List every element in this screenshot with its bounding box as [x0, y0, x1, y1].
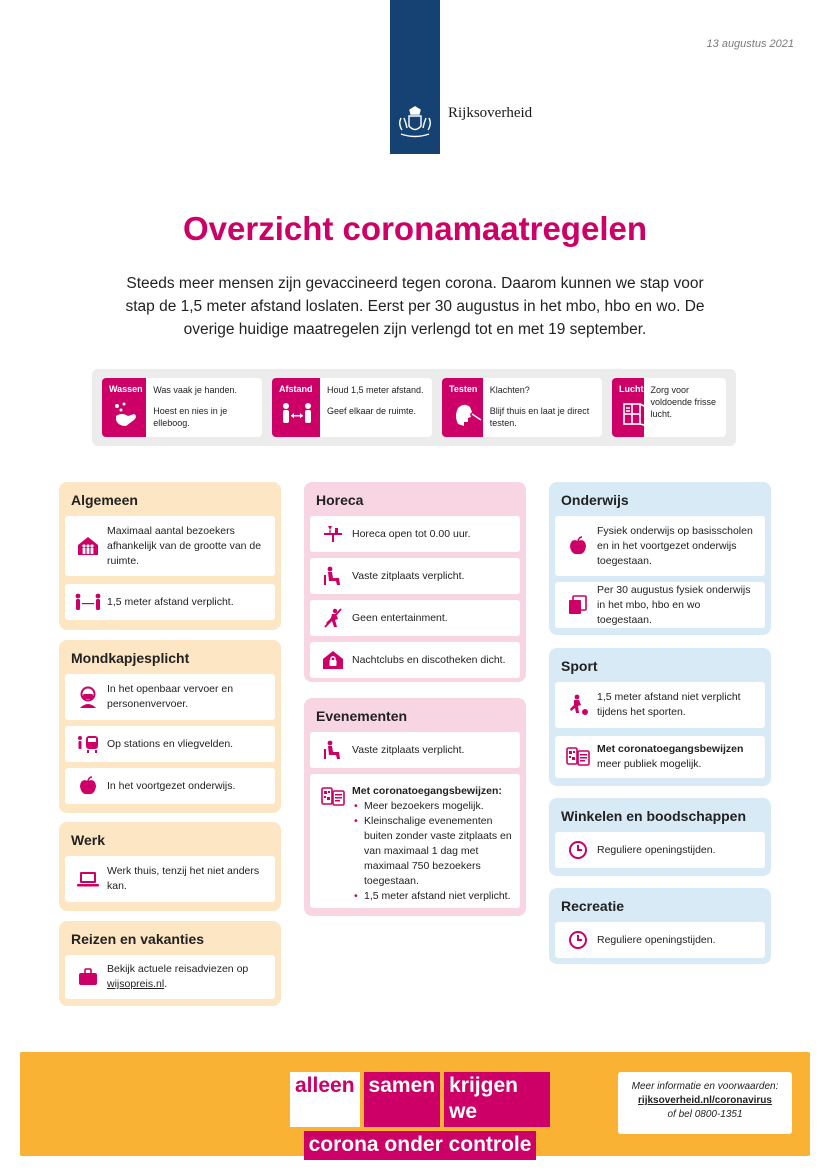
basic-rule-tag: Afstand: [279, 384, 313, 394]
distance-icon: [75, 593, 101, 611]
wijsopreis-link[interactable]: wijsopreis.nl: [107, 978, 165, 990]
basic-rules-bar: [92, 369, 736, 446]
list-item-text: Reguliere openingstijden.: [597, 933, 716, 946]
info-phone: of bel 0800-1351: [667, 1109, 743, 1120]
basic-rule-wassen: [102, 378, 262, 437]
list-item: [310, 516, 520, 552]
panel-onderwijs: [549, 482, 771, 635]
distance-icon: [282, 402, 312, 428]
seated-person-icon: [323, 740, 343, 760]
date-label: 13 augustus 2021: [706, 38, 794, 50]
books-icon: [568, 595, 588, 615]
list-bullet: • Kleinschalige evenementen buiten zonder vaste zitplaats en van maximaal 1 dag met maximaal 750 bezoekers toegestaan.: [352, 814, 512, 889]
list-item: [65, 726, 275, 762]
qr-pass-icon: [321, 786, 345, 808]
list-item-text: 1,5 meter afstand niet verplicht tijdens het sporten.: [597, 691, 741, 718]
list-item-text: 1,5 meter afstand verplicht.: [107, 595, 234, 608]
list-item-text: Horeca open tot 0.00 uur.: [352, 527, 471, 540]
basic-rule-text: Was vaak je handen.: [153, 385, 237, 395]
list-item: [65, 584, 275, 620]
list-item-text: Maximaal aantal bezoekers afhankelijk van de grootte van de ruimte.: [107, 524, 262, 567]
train-station-icon: [76, 734, 100, 754]
football-player-icon: [567, 694, 589, 716]
list-item: [555, 582, 765, 628]
list-item-text: In het openbaar vervoer en personenvervoer.: [107, 683, 234, 710]
panel-title: Winkelen en boodschappen: [561, 808, 747, 824]
list-bullet: • 1,5 meter afstand niet verplicht.: [352, 889, 512, 904]
house-people-icon: [77, 536, 99, 556]
basic-rule-text: Geef elkaar de ruimte.: [327, 406, 417, 416]
list-item: [310, 642, 520, 678]
panel-title: Algemeen: [71, 492, 138, 508]
panel-sport: [549, 648, 771, 786]
list-item: [555, 832, 765, 868]
basic-rule-text: Hoest en nies in je elleboog.: [153, 406, 228, 428]
list-item: [310, 732, 520, 768]
list-bullet: • Meer bezoekers mogelijk.: [352, 799, 512, 814]
apple-icon: [569, 536, 587, 556]
basic-rule-text: Klachten?: [489, 385, 530, 395]
list-item: [555, 922, 765, 958]
basic-rule-tag: Lucht: [619, 384, 644, 394]
list-item-punctuation: .: [164, 978, 168, 990]
info-label: Meer informatie en voorwaarden:: [631, 1081, 779, 1092]
bar-table-icon: [323, 525, 343, 543]
list-item: [555, 516, 765, 576]
list-item: [555, 682, 765, 728]
logo-wordmark: Rijksoverheid: [448, 105, 533, 121]
panel-title: Reizen en vakanties: [71, 931, 205, 947]
basic-rule-testen: [442, 378, 602, 437]
list-item-text: meer publiek mogelijk.: [597, 758, 702, 770]
coat-of-arms-icon: [396, 106, 434, 140]
list-item-text: Per 30 augustus fysiek onderwijs in het mbo, hbo en wo toegestaan.: [597, 583, 751, 626]
footer-banner: [20, 1052, 810, 1156]
basic-rule-lucht: [612, 378, 726, 437]
hands-washing-icon: [112, 402, 140, 428]
test-icon: [452, 402, 482, 428]
apple-icon: [79, 776, 97, 796]
slogan-word: corona onder controle: [304, 1131, 537, 1160]
suitcase-icon: [78, 968, 98, 986]
panel-title: Werk: [71, 832, 105, 848]
qr-pass-icon: [566, 746, 590, 768]
basic-rule-text: Blijf thuis en laat je direct testen.: [489, 406, 590, 428]
list-item: [310, 600, 520, 636]
laptop-icon: [77, 871, 99, 887]
list-item-text: In het voortgezet onderwijs.: [107, 779, 236, 792]
panel-mondkapjesplicht: [59, 640, 281, 813]
face-mask-icon: [78, 686, 98, 708]
intro-text: Steeds meer mensen zijn gevaccineerd tegen corona. Daarom kunnen we stap voor stap de 1,5 meter afstand loslaten. Eerst per 30 augustus in het mbo, hbo en wo. De overige huidige maatregelen zijn verlengd tot en met 19 september.: [125, 275, 705, 338]
basic-rule-text: Zorg voor voldoende frisse lucht.: [650, 385, 717, 419]
rijksoverheid-logo: [390, 0, 440, 154]
clock-icon: [568, 840, 588, 860]
list-item: [65, 768, 275, 804]
panel-evenementen: [304, 698, 526, 916]
info-box: [618, 1072, 792, 1134]
basic-rule-text: Houd 1,5 meter afstand.: [327, 385, 424, 395]
panel-title: Onderwijs: [561, 492, 629, 508]
basic-rule-afstand: [272, 378, 432, 437]
list-item-text: Reguliere openingstijden.: [597, 843, 716, 856]
list-item: [555, 736, 765, 778]
panel-algemeen: [59, 482, 281, 630]
list-item-bold: Met coronatoegangsbewijzen: [597, 743, 744, 755]
list-item-text: Vaste zitplaats verplicht.: [352, 569, 465, 582]
list-item-text: Werk thuis, tenzij het niet anders kan.: [107, 865, 260, 892]
panel-title: Recreatie: [561, 898, 625, 914]
slogan-word: samen: [364, 1072, 441, 1127]
list-item-text: Geen entertainment.: [352, 611, 448, 624]
list-item: [310, 558, 520, 594]
panel-title: Mondkapjesplicht: [71, 650, 190, 666]
panel-reizen: [59, 921, 281, 1006]
panel-title: Horeca: [316, 492, 364, 508]
slogan-word: alleen: [290, 1072, 360, 1127]
list-item-text: Bekijk actuele reisadviezen op: [107, 963, 249, 975]
list-item: [65, 674, 275, 720]
no-entertainment-icon: [323, 608, 343, 628]
list-item: [65, 856, 275, 902]
panel-title: Sport: [561, 658, 598, 674]
panel-winkelen: [549, 798, 771, 876]
event-subheading: Met coronatoegangsbewijzen:: [352, 785, 502, 797]
clock-icon: [568, 930, 588, 950]
list-item: [310, 774, 520, 908]
list-item: [65, 516, 275, 576]
basic-rule-tag: Wassen: [109, 384, 143, 394]
panel-horeca: [304, 482, 526, 682]
list-item: [65, 955, 275, 999]
list-item-text: Nachtclubs en discotheken dicht.: [352, 653, 506, 666]
panel-recreatie: [549, 888, 771, 964]
basic-rule-tag: Testen: [449, 384, 478, 394]
panel-title: Evenementen: [316, 708, 408, 724]
page-title: Overzicht coronamaatregelen: [183, 210, 647, 247]
list-item-text: Vaste zitplaats verplicht.: [352, 743, 465, 756]
list-item-text: Fysiek onderwijs op basisscholen en in het voortgezet onderwijs toegestaan.: [597, 524, 753, 567]
closed-house-icon: [322, 650, 344, 670]
list-item-text: Op stations en vliegvelden.: [107, 737, 234, 750]
rijksoverheid-link[interactable]: rijksoverheid.nl/coronavirus: [638, 1095, 772, 1106]
window-icon: [622, 402, 650, 428]
seated-person-icon: [323, 566, 343, 586]
panel-werk: [59, 822, 281, 911]
slogan-word: krijgen we: [444, 1072, 550, 1127]
slogan: [290, 1072, 550, 1164]
